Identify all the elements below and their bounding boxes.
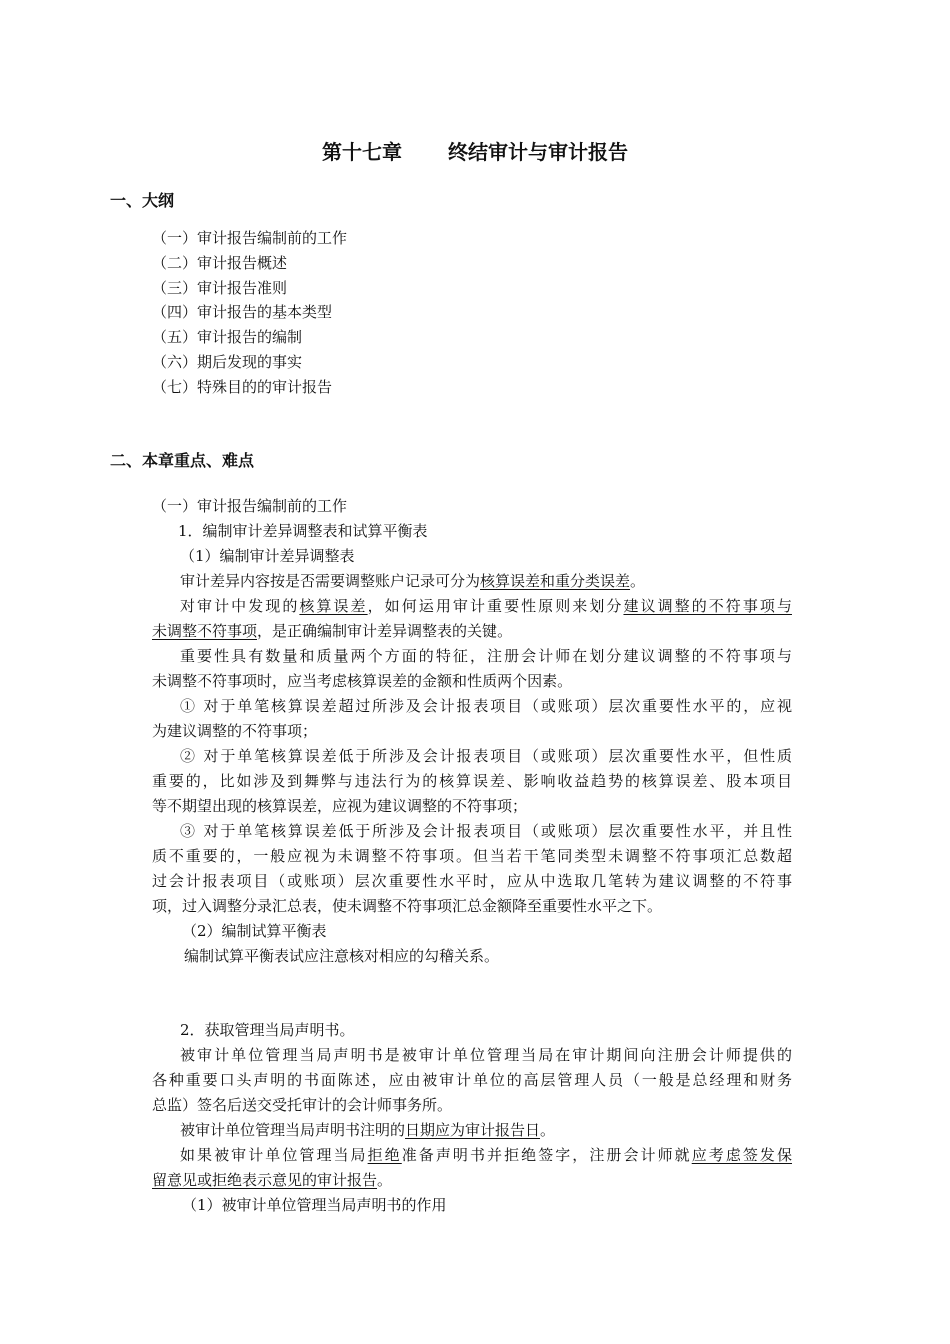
paragraph-line: 等不期望出现的核算误差，应视为建议调整的不符事项；	[152, 797, 528, 815]
sub-item: （2）编制试算平衡表	[182, 922, 327, 940]
outline-item: （五）审计报告的编制	[152, 328, 303, 346]
paragraph-line: ② 对于单笔核算误差低于所涉及会计报表项目（或账项）层次重要性水平，但性质	[180, 747, 792, 765]
section-heading-keypoints: 二、本章重点、难点	[110, 451, 255, 470]
outline-item: （七）特殊目的的审计报告	[152, 378, 333, 396]
paragraph-line: 重要性具有数量和质量两个方面的特征，注册会计师在划分建议调整的不符事项与	[180, 647, 792, 665]
paragraph-line: ① 对于单笔核算误差超过所涉及会计报表项目（或账项）层次重要性水平的，应视	[180, 697, 792, 715]
paragraph-line: 被审计单位管理当局声明书注明的日期应为审计报告日。	[180, 1121, 556, 1139]
sub-item: （1）编制审计差异调整表	[180, 547, 355, 565]
paragraph-line: 被审计单位管理当局声明书是被审计单位管理当局在审计期间向注册会计师提供的	[180, 1046, 792, 1064]
paragraph-line: 重要的，比如涉及到舞弊与违法行为的核算误差、影响收益趋势的核算误差、股本项目	[152, 772, 792, 790]
paragraph-line: ③ 对于单笔核算误差低于所涉及会计报表项目（或账项）层次重要性水平，并且性	[180, 822, 792, 840]
outline-item: （二）审计报告概述	[152, 254, 288, 272]
numbered-item: 1．编制审计差异调整表和试算平衡表	[178, 522, 428, 540]
paragraph-line: 编制试算平衡表试应注意核对相应的勾稽关系。	[184, 947, 500, 965]
paragraph-line: 各种重要口头声明的书面陈述，应由被审计单位的高层管理人员（一般是总经理和财务	[152, 1071, 792, 1089]
paragraph-line: 留意见或拒绝表示意见的审计报告。	[152, 1171, 393, 1189]
outline-item: （四）审计报告的基本类型	[152, 303, 333, 321]
chapter-number: 第十七章	[322, 140, 402, 164]
subsection-heading: （一）审计报告编制前的工作	[152, 497, 348, 515]
paragraph-line: 如果被审计单位管理当局拒绝准备声明书并拒绝签字，注册会计师就应考虑签发保	[180, 1146, 792, 1164]
paragraph-line: 总监）签名后送交受托审计的会计师事务所。	[152, 1096, 453, 1114]
paragraph-line: 质不重要的，一般应视为未调整不符事项。但当若干笔同类型未调整不符事项汇总数超	[152, 847, 792, 865]
outline-item: （一）审计报告编制前的工作	[152, 229, 348, 247]
chapter-title	[0, 138, 950, 166]
paragraph-line: 对审计中发现的核算误差，如何运用审计重要性原则来划分建议调整的不符事项与	[180, 597, 792, 615]
paragraph-line: 为建议调整的不符事项；	[152, 722, 318, 740]
paragraph-line: 过会计报表项目（或账项）层次重要性水平时，应从中选取几笔转为建议调整的不符事	[152, 872, 792, 890]
chapter-name: 终结审计与审计报告	[448, 140, 628, 164]
numbered-item: 2．获取管理当局声明书。	[180, 1021, 355, 1039]
sub-item: （1）被审计单位管理当局声明书的作用	[182, 1196, 447, 1214]
paragraph-line: 审计差异内容按是否需要调整账户记录可分为核算误差和重分类误差。	[180, 572, 646, 590]
paragraph-line: 未调整不符事项时，应当考虑核算误差的金额和性质两个因素。	[152, 672, 573, 690]
outline-item: （三）审计报告准则	[152, 279, 288, 297]
outline-item: （六）期后发现的事实	[152, 353, 303, 371]
paragraph-line: 未调整不符事项，是正确编制审计差异调整表的关键。	[152, 622, 513, 640]
paragraph-line: 项，过入调整分录汇总表，使未调整不符事项汇总金额降至重要性水平之下。	[152, 897, 663, 915]
section-heading-outline: 一、大纲	[110, 191, 175, 210]
